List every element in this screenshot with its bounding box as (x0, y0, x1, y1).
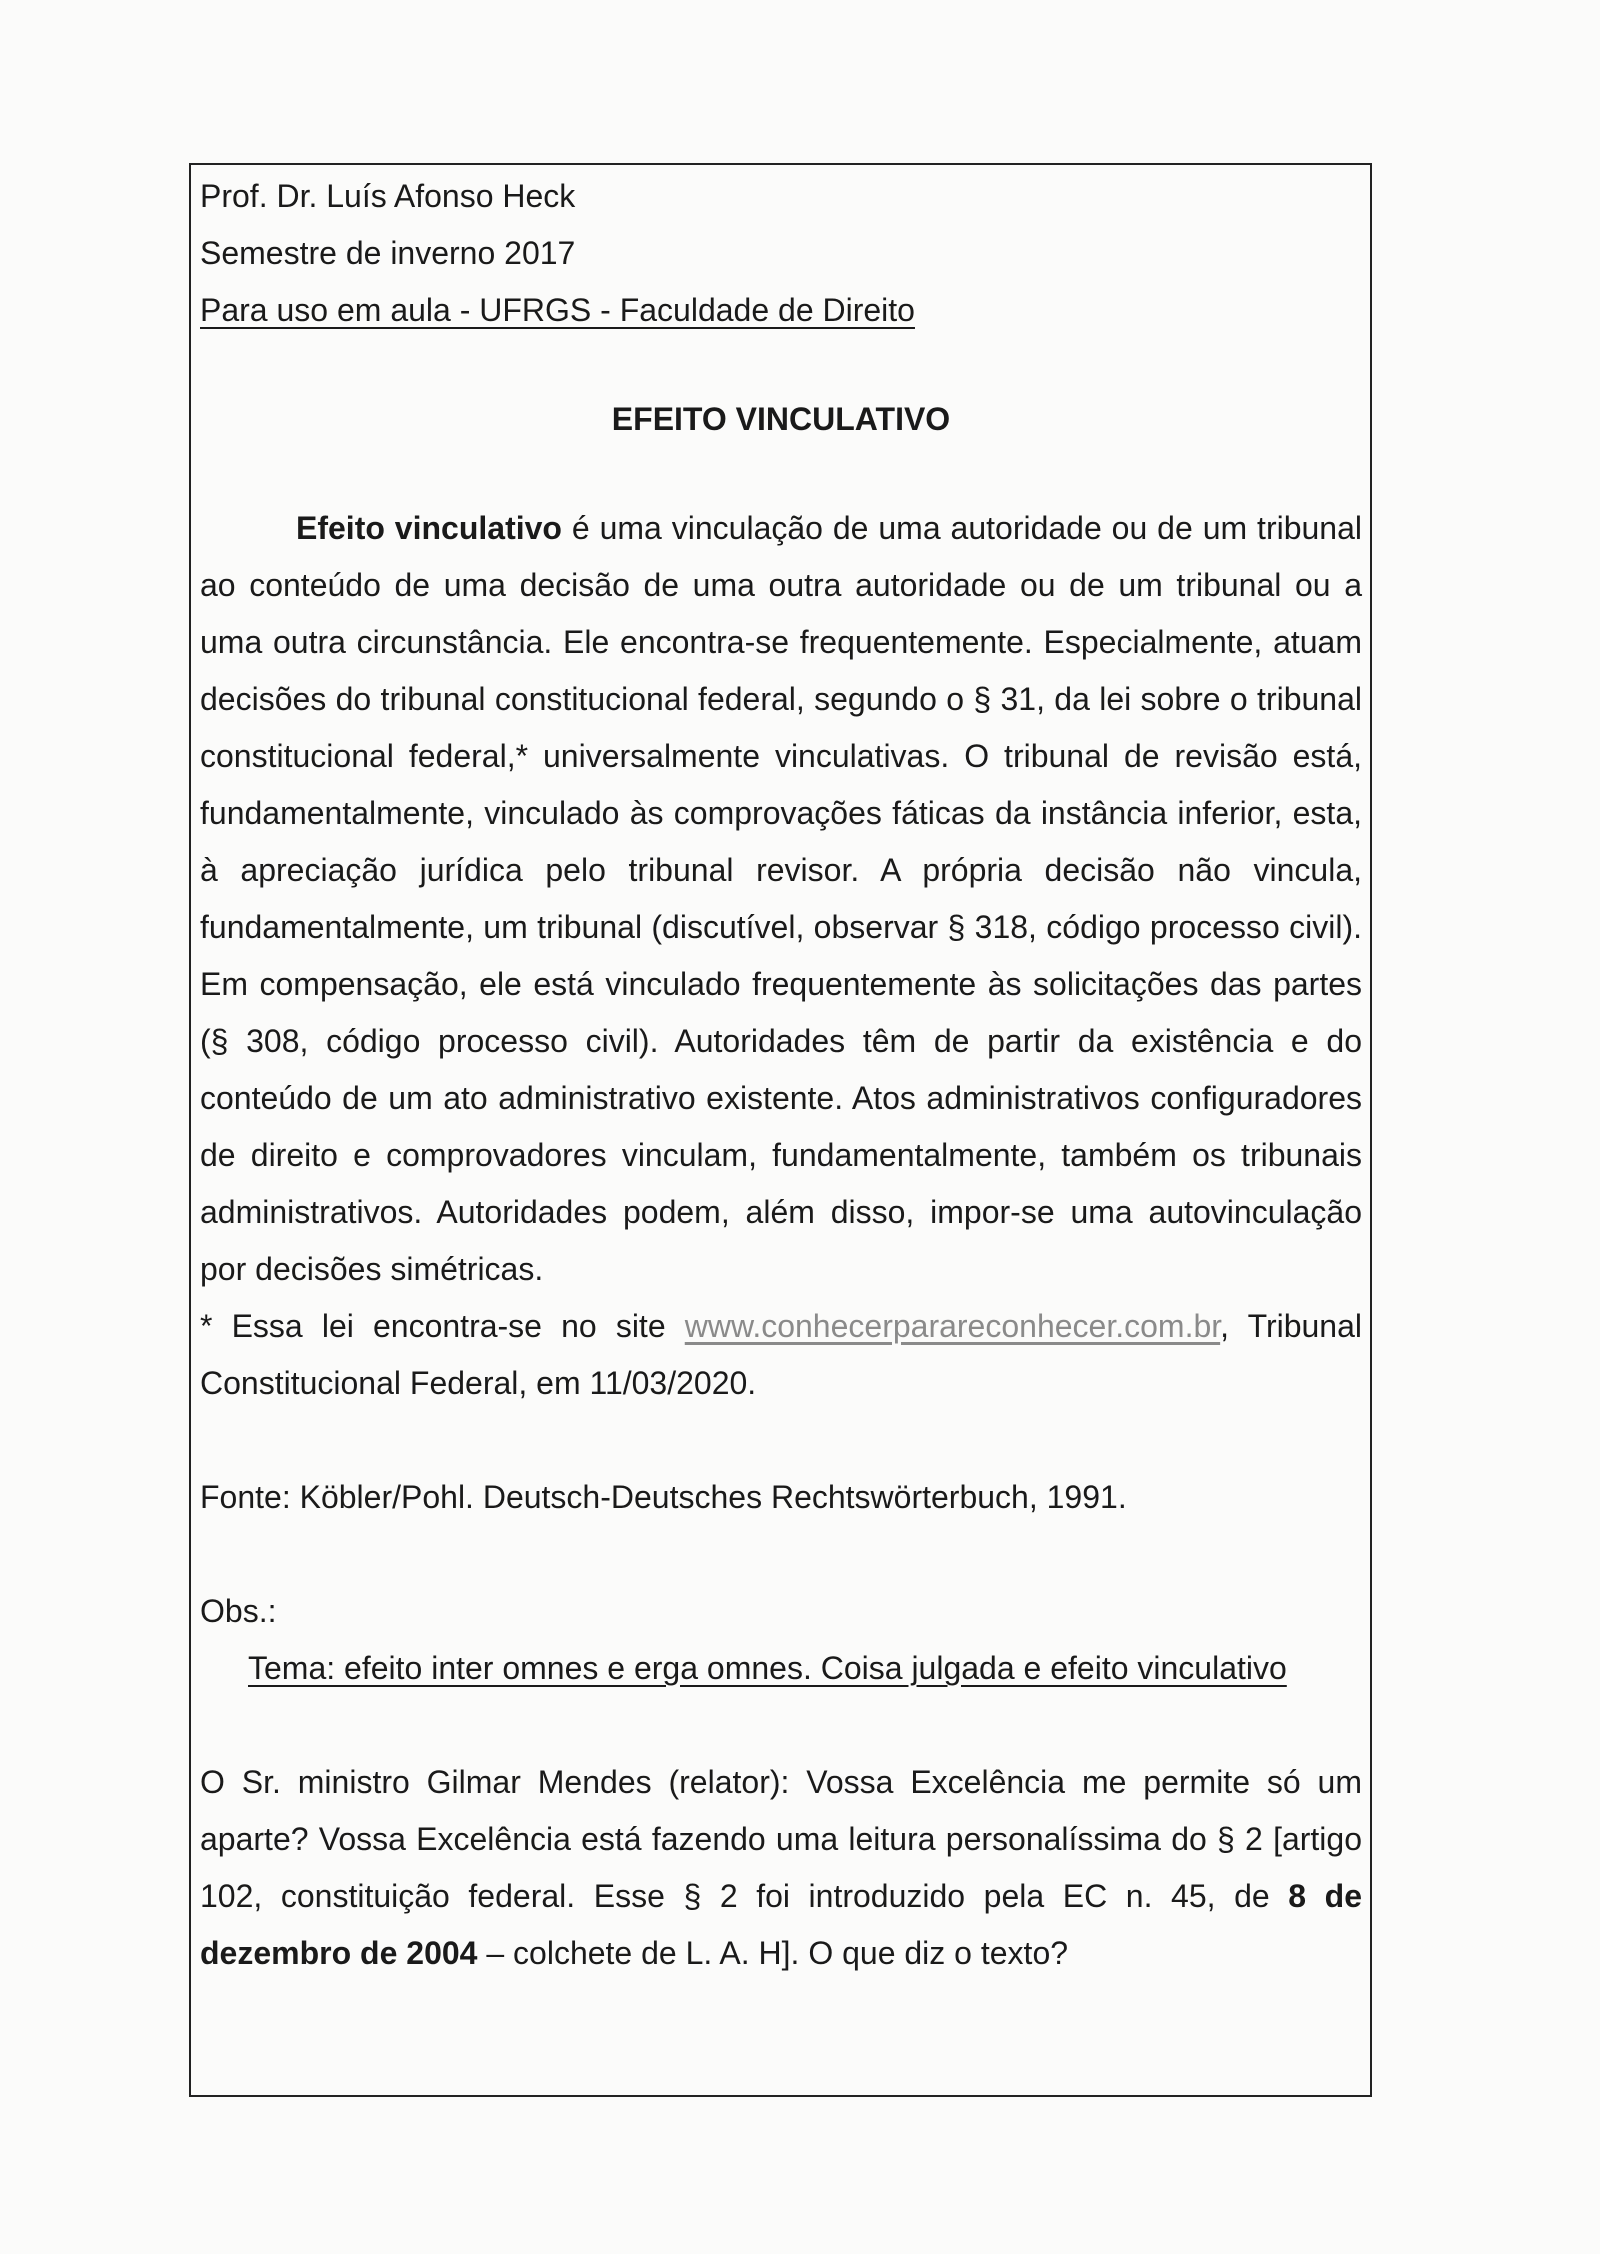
quote-paragraph (200, 1754, 1362, 1982)
quote-tail: – colchete de L. A. H]. O que diz o texto? (477, 1935, 1069, 1971)
semester-line: Semestre de inverno 2017 (200, 235, 576, 271)
footnote-suffix: , Tribunal Constitucional Federal, em 11/03/2020. (200, 1308, 1363, 1401)
author-line: Prof. Dr. Luís Afonso Heck (200, 178, 576, 214)
source-line: Fonte: Köbler/Pohl. Deutsch-Deutsches Rechtswörterbuch, 1991. (200, 1479, 1127, 1515)
definition-text: é uma vinculação de uma autoridade ou de um tribunal ao conteúdo de uma decisão de uma outra autoridade ou de um tribunal ou a uma outra circunstância. Ele encontra-se frequentemente. Especialmente, atuam decisões do tribunal constitucional federal, segundo o § 31, da lei sobre o tribunal constitucional federal,* universalmente vinculativas. O tribunal de revisão está, fundamentalmente, vinculado às comprovações fáticas da instância inferior, esta, à apreciação jurídica pelo tribunal revisor. A própria decisão não vincula, fundamentalmente, um tribunal (discutível, observar § 318, código processo civil). Em compensação, ele está vinculado frequentemente às solicitações das partes (§ 308, código processo civil). Autoridades têm de partir da existência e do conteúdo de um ato administrativo existente. Atos administrativos configuradores de direito e comprovadores vinculam, fundamentalmente, também os tribunais administrativos. Autoridades podem, além disso, impor-se uma autovinculação por decisões simétricas. (200, 510, 1363, 1287)
definition-paragraph (200, 500, 1362, 1298)
quote-text: O Sr. ministro Gilmar Mendes (relator): Vossa Excelência me permite só um aparte? Vossa Excelência está fazendo uma leitura personalíssima do § 2 [artigo 102, constituição federal. Esse § 2 foi introduzido pela EC n. 45, de (200, 1764, 1362, 1914)
term-bold: Efeito vinculativo (296, 510, 562, 546)
theme-line: Tema: efeito inter omnes e erga omnes. Coisa julgada e efeito vinculativo (248, 1650, 1287, 1686)
footnote-prefix: * Essa lei encontra-se no site (200, 1308, 685, 1344)
usage-line: Para uso em aula - UFRGS - Faculdade de Direito (200, 292, 915, 328)
obs-label: Obs.: (200, 1593, 277, 1629)
document-title: EFEITO VINCULATIVO (611, 401, 951, 437)
quote-bold-date: 8 de dezembro de 2004 (200, 1878, 1363, 1971)
footnote-link[interactable]: www.conhecerparareconhecer.com.br (684, 1308, 1221, 1344)
document-content (200, 168, 1362, 1982)
footnote (200, 1298, 1362, 1412)
